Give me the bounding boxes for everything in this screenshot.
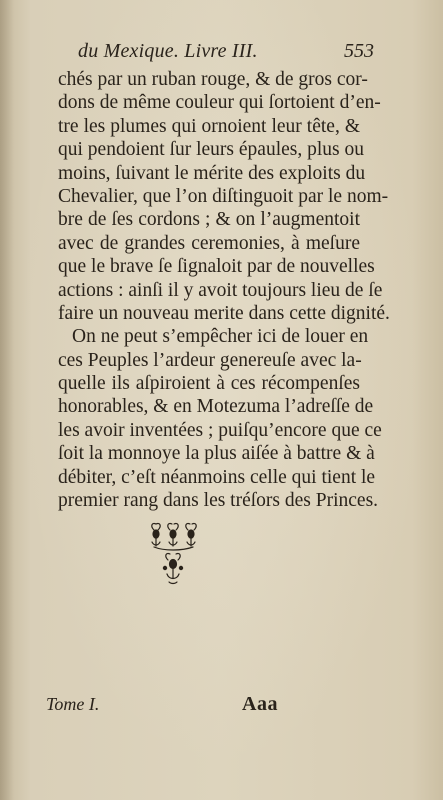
text-line: ſoit la monnoye la plus aiſée à battre & à — [58, 443, 375, 465]
text-line: chés par un ruban rouge, & de gros cor- — [58, 69, 368, 90]
text-line: les avoir inventées ; puiſqu’encore que ce — [58, 419, 382, 441]
body-text — [58, 68, 390, 512]
text-line: honorables, & en Motezuma l’adreſſe de — [58, 396, 374, 418]
text-line: tre les plumes qui ornoient leur tête, & — [58, 115, 360, 137]
text-line: faire un nouveau merite dans cette dignité. — [58, 302, 390, 324]
page-number: 553 — [344, 40, 374, 62]
text-line: premier rang dans les tréſors des Princes. — [58, 490, 379, 512]
paragraph-first-line: On ne peut s’empêcher ici de louer en — [72, 326, 369, 348]
signature-mark: Aaa — [242, 693, 278, 715]
fleuron-icon — [144, 520, 204, 588]
text-line: moins, ſuivant le mérite des exploits du — [58, 162, 366, 184]
text-line: ces Peuples l’ardeur genereuſe avec la- — [58, 349, 362, 371]
running-title: du Mexique. Livre III. — [78, 40, 258, 62]
text-line: avec de grandes ceremonies, à meſure — [58, 232, 360, 254]
text-line: Chevalier, que l’on diſtinguoit par le nom- — [58, 185, 389, 207]
text-line: que le brave ſe ſignaloit par de nouvelles — [58, 256, 375, 278]
volume-mark: Tome I. — [46, 694, 100, 714]
text-line: qui pendoient ſur leurs épaules, plus ou — [58, 139, 364, 161]
text-line: quelle ils aſpiroient à ces récompenſes — [58, 373, 360, 395]
running-head — [78, 40, 374, 70]
text-line: bre de ſes cordons ; & on l’augmentoit — [58, 209, 360, 231]
text-line: dons de même couleur qui ſortoient d’en- — [58, 92, 381, 114]
text-line: actions : ainſi il y avoit toujours lieu de ſe — [58, 279, 383, 301]
text-line: débiter, c’eſt néanmoins celle qui tient le — [58, 466, 376, 488]
